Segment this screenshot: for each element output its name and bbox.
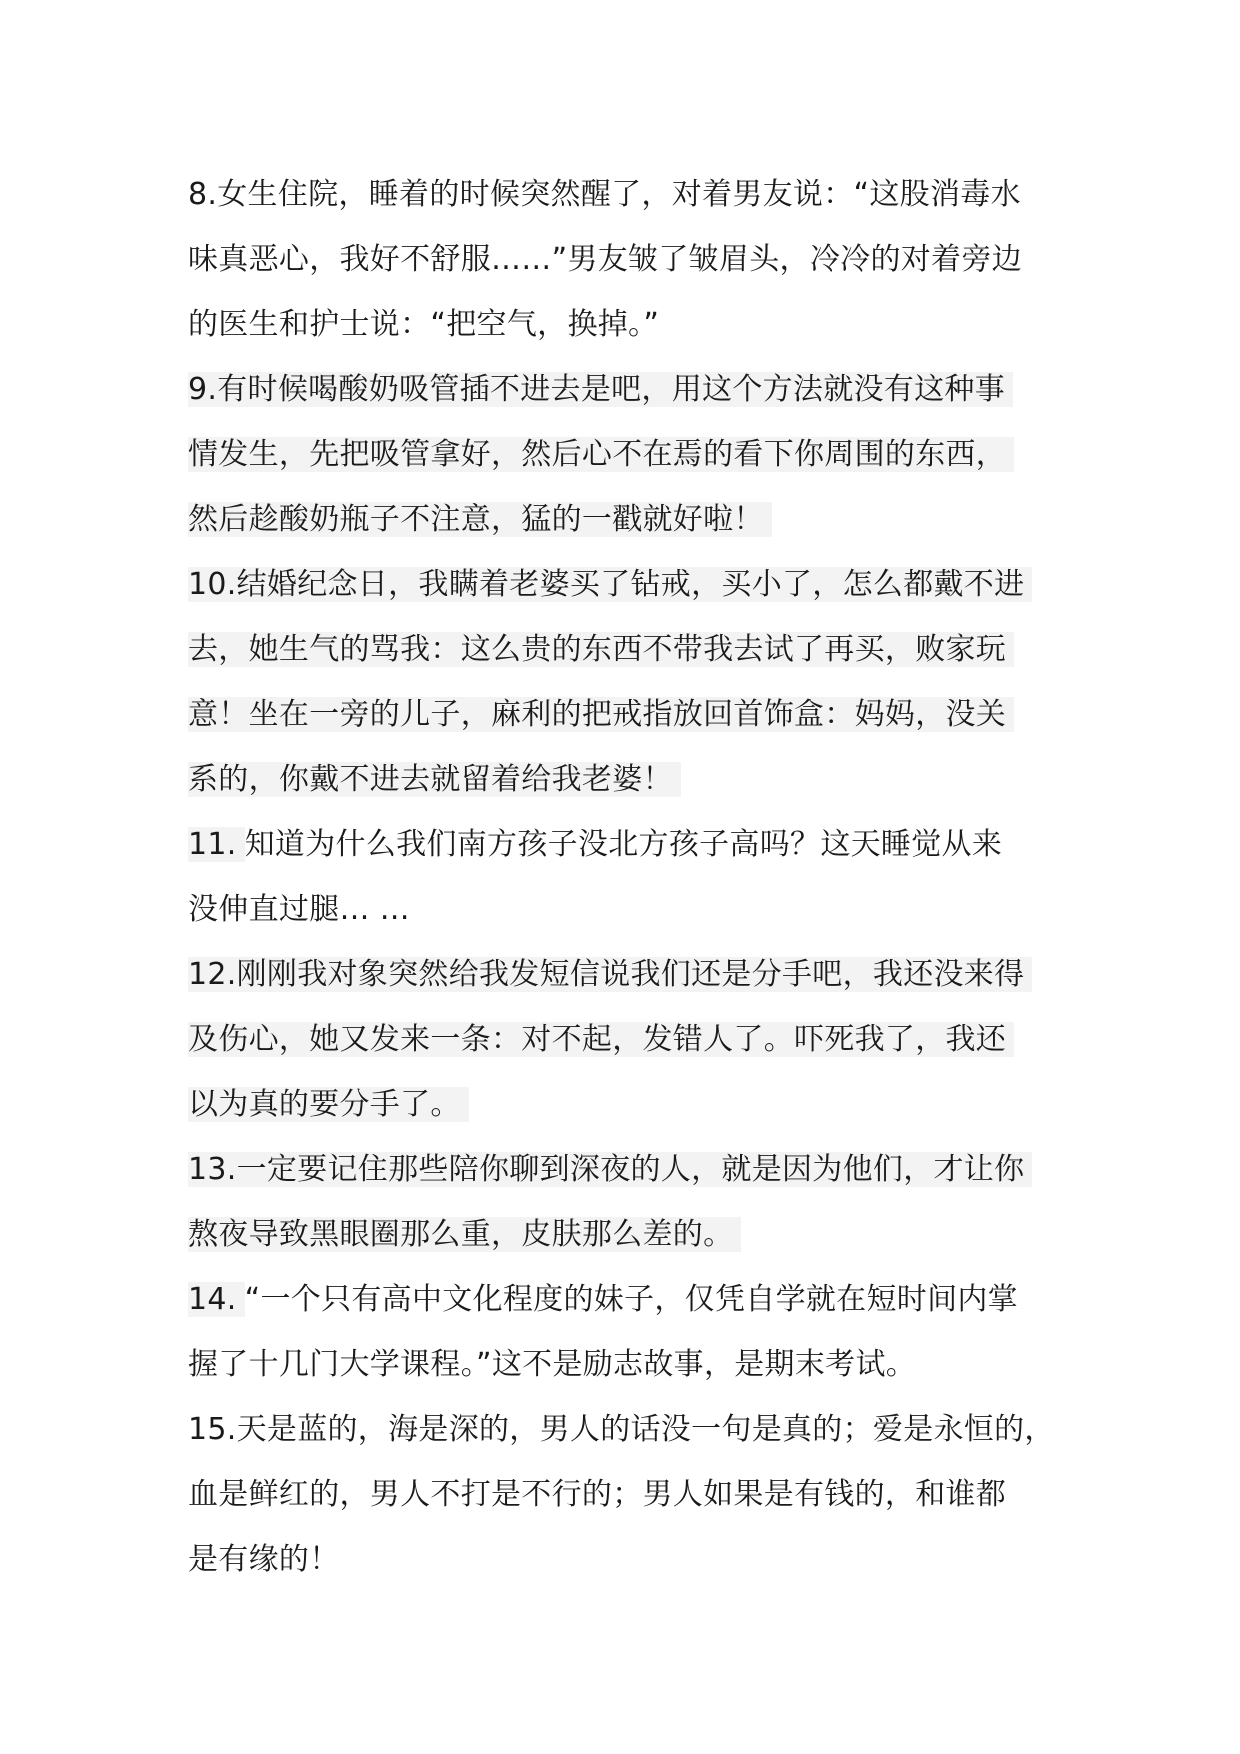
text-line: 15.天是蓝的，海是深的，男人的话没一句是真的；爱是永恒的，	[188, 1412, 1055, 1447]
text-line: 10.结婚纪念日，我瞒着老婆买了钻戒，买小了，怎么都戴不进	[188, 552, 1088, 617]
text-line: 14. “一个只有高中文化程度的妹子，仅凭自学就在短时间内掌	[188, 1282, 1018, 1317]
joke-item-14	[188, 1267, 1088, 1397]
joke-item-15	[188, 1397, 1088, 1592]
text-line: 意！坐在一旁的儿子，麻利的把戒指放回首饰盒：妈妈，没关	[188, 682, 1088, 747]
item-number: 11.	[188, 827, 245, 862]
joke-item-10	[188, 552, 1088, 812]
text-line: 情发生，先把吸管拿好，然后心不在焉的看下你周围的东西，	[188, 422, 1088, 487]
text-line: 系的，你戴不进去就留着给我老婆！	[188, 747, 1088, 812]
text-line: 味真恶心，我好不舒服……”男友皱了皱眉头，冷冷的对着旁边	[188, 242, 1022, 277]
text-line: 去，她生气的骂我：这么贵的东西不带我去试了再买，败家玩	[188, 617, 1088, 682]
text-line: 没伸直过腿… …	[188, 892, 410, 927]
joke-item-12	[188, 942, 1088, 1137]
text-line: 13.一定要记住那些陪你聊到深夜的人，就是因为他们，才让你	[188, 1137, 1088, 1202]
text-line: 11. 知道为什么我们南方孩子没北方孩子高吗？这天睡觉从来	[188, 827, 1003, 862]
text-line: 9.有时候喝酸奶吸管插不进去是吧，用这个方法就没有这种事	[188, 357, 1088, 422]
text-line: 12.刚刚我对象突然给我发短信说我们还是分手吧，我还没来得	[188, 942, 1088, 1007]
item-number: 14.	[188, 1282, 245, 1317]
text-line: 的医生和护士说：“把空气，换掉。”	[188, 307, 660, 342]
document-body	[188, 162, 1088, 1592]
joke-item-11	[188, 812, 1088, 942]
text-line: 血是鲜红的，男人不打是不行的；男人如果是有钱的，和谁都	[188, 1477, 1007, 1512]
text-line: 然后趁酸奶瓶子不注意，猛的一戳就好啦！	[188, 487, 1088, 552]
joke-item-8	[188, 162, 1088, 357]
text-line: 是有缘的！	[188, 1542, 340, 1577]
joke-item-9	[188, 357, 1088, 552]
text-line: 8.女生住院，睡着的时候突然醒了，对着男友说：“这股消毒水	[188, 177, 1021, 212]
joke-item-13	[188, 1137, 1088, 1267]
text-line: 熬夜导致黑眼圈那么重，皮肤那么差的。	[188, 1202, 1088, 1267]
text-line: 握了十几门大学课程。”这不是励志故事，是期末考试。	[188, 1347, 917, 1382]
text-line: 及伤心，她又发来一条：对不起，发错人了。吓死我了，我还	[188, 1007, 1088, 1072]
text-line: 以为真的要分手了。	[188, 1072, 1088, 1137]
